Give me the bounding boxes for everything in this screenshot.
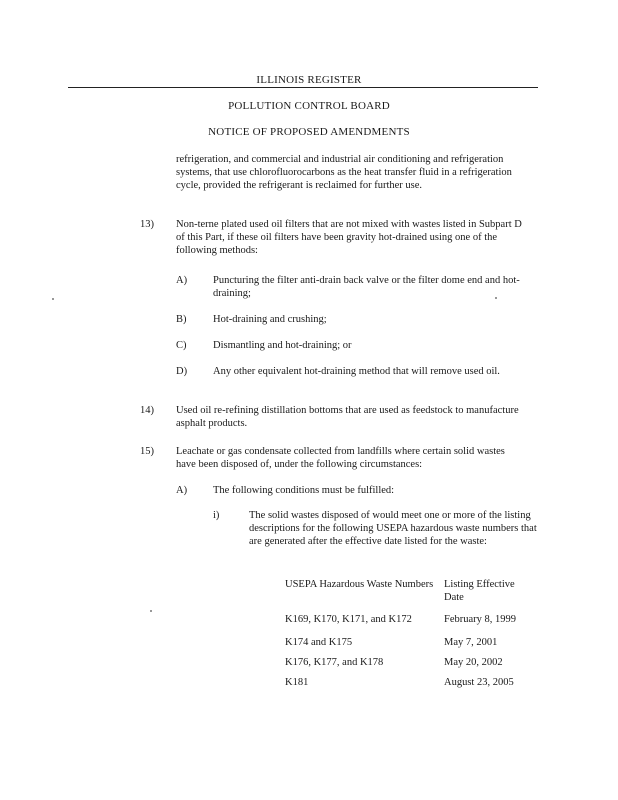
item-number-13: 13) — [140, 219, 154, 230]
notice-title: NOTICE OF PROPOSED AMENDMENTS — [208, 126, 410, 138]
item-number-15: 15) — [140, 446, 154, 457]
item-text-14: Used oil re-refining distillation bottoms that are used as feedstock to manufacture asphalt products. — [176, 405, 519, 429]
table-row-3-numbers: K176, K177, and K178 — [285, 657, 384, 668]
sub-text-b: Hot-draining and crushing; — [213, 314, 327, 325]
register-title: ILLINOIS REGISTER — [256, 74, 362, 86]
scan-speck — [495, 297, 497, 299]
sub-text-15a: The following conditions must be fulfilled: — [213, 485, 395, 496]
table-row-3-date: May 20, 2002 — [444, 657, 503, 668]
sub-label-c: C) — [176, 340, 187, 351]
table-row-1-date: February 8, 1999 — [444, 614, 517, 625]
table-header-numbers: USEPA Hazardous Waste Numbers — [285, 579, 434, 590]
item-number-14: 14) — [140, 405, 154, 416]
sub-text-c: Dismantling and hot-draining; or — [213, 340, 352, 351]
item-text-15: Leachate or gas condensate collected from landfills where certain solid wastes have been disposed of, under the following circumstances: — [176, 446, 505, 470]
header-rule — [68, 87, 538, 88]
table-row-4-date: August 23, 2005 — [444, 677, 514, 688]
intro-paragraph: refrigeration, and commercial and industrial air conditioning and refrigeration systems, that use chlorofluorocarbons as the heat transfer fluid in a refrigeration cycle, provided the refrigerant is reclaimed for further use. — [176, 154, 512, 191]
sub-label-b: B) — [176, 314, 187, 325]
table-row-1-numbers: K169, K170, K171, and K172 — [285, 614, 412, 625]
scan-speck — [52, 298, 54, 300]
sub-text-d: Any other equivalent hot-draining method that will remove used oil. — [213, 366, 500, 377]
table-row-2-numbers: K174 and K175 — [285, 637, 353, 648]
scan-speck — [150, 610, 152, 612]
table-row-2-date: May 7, 2001 — [444, 637, 498, 648]
sub-label-15ai: i) — [213, 510, 220, 521]
board-title: POLLUTION CONTROL BOARD — [228, 100, 390, 112]
sub-text-a: Puncturing the filter anti-drain back valve or the filter dome end and hot-draining; — [213, 275, 520, 299]
sub-label-15a: A) — [176, 485, 188, 496]
sub-label-a: A) — [176, 275, 188, 286]
table-row-4-numbers: K181 — [285, 677, 309, 688]
table-header-date: Listing Effective Date — [444, 579, 515, 603]
item-text-13: Non-terne plated used oil filters that are not mixed with wastes listed in Subpart D of this Part, if these oil filters have been gravity hot-drained using one of the following methods: — [176, 219, 522, 256]
sub-label-d: D) — [176, 366, 188, 377]
sub-text-15ai: The solid wastes disposed of would meet one or more of the listing descriptions for the following USEPA hazardous waste numbers that are generated after the effective date listed for the waste: — [249, 510, 537, 547]
